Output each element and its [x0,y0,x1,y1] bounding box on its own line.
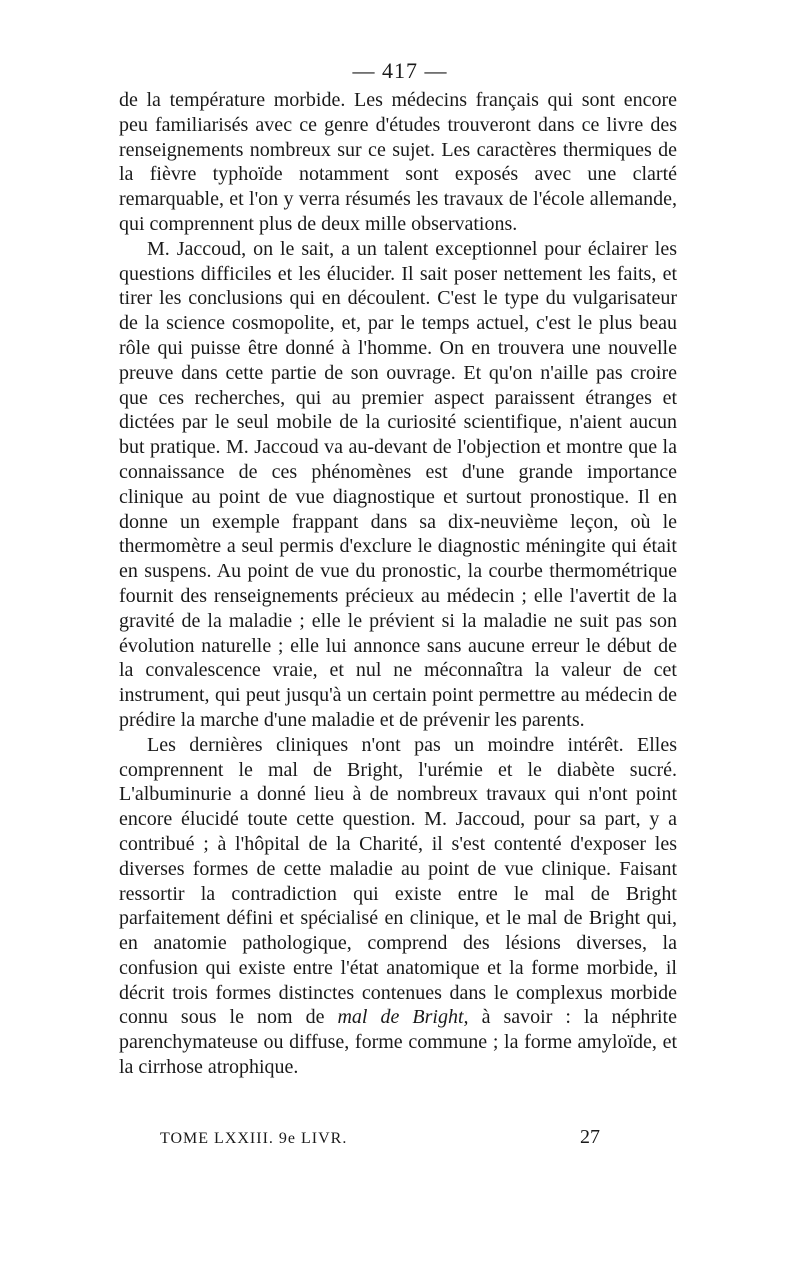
footer-signature: TOME LXXIII. 9e LIVR. [160,1130,348,1147]
paragraph-text-after: à savoir : la néphrite parenchymateuse ou diffuse, forme commune ; la forme amyloïde, et la cirrhose atrophique. [119,1006,677,1079]
italic-term: mal de Bright, [337,1006,469,1029]
footer-sheet-number: 27 [580,1126,600,1148]
paragraph-continuation: de la température morbide. Les médecins français qui sont encore peu familiarisés avec ce genre d'études trouveront dans ce livre des renseignements nombreux sur ce sujet. Les caractères thermiques de la fièvre typhoïde notamment sont exposés avec une clarté remarquable, et l'on y verra résumés les travaux de l'école allemande, qui comprennent plus de deux mille observations. [119,89,677,235]
page-number: — 417 — [352,58,448,83]
paragraph-text-before: Les dernières cliniques n'ont pas un moindre intérêt. Elles comprennent le mal de Bright, l'urémie et le diabète sucré. L'albuminurie a donné lieu à de nombreux travaux qui n'ont point encore élucidé toute cette question. M. Jaccoud, pour sa part, y a contribué ; à l'hôpital de la Charité, il s'est contenté d'exposer les diverses formes de cette maladie au point de vue clinique. Faisant ressortir la contradiction qui existe entre le mal de Bright parfaitement défini et spécialisé en clinique, et le mal de Bright qui, en anatomie pathologique, comprend des lésions diverses, la confusion qui existe entre l'état anatomique et la forme morbide, il décrit trois formes distinctes contenues dans le complexus morbide connu sous le nom de [119,733,677,1029]
paragraph-last-clinics [119,733,677,1080]
paragraph-jaccoud-talent: M. Jaccoud, on le sait, a un talent exceptionnel pour éclairer les questions difficiles et les élucider. Il sait poser nettement les faits, et tirer les conclusions qui en découlent. C'est le type du vulgarisateur de la science cosmopolite, et, par le temps actuel, c'est le plus beau rôle qui puisse être donné à l'homme. On en trouvera une nouvelle preuve dans cette partie de son ouvrage. Et qu'on n'aille pas croire que ces recherches, qui au premier aspect paraissent étranges et dictées par le seul mobile de la curiosité scientifique, n'aient aucun but pratique. M. Jaccoud va au-devant de l'objection et montre que la connaissance de ces phénomènes est d'une grande importance clinique au point de vue diagnostique et surtout pronostique. Il en donne un exemple frappant dans sa dix-neuvième leçon, où le thermomètre a seul permis d'exclure le diagnostic méningite qui était en suspens. Au point de vue du pronostic, la courbe thermométrique fournit des renseignements précieux au médecin ; elle l'avertit de la gravité de la maladie ; elle le prévient si la maladie ne suit pas son évolution naturelle ; elle lui annonce sans aucune erreur le début de la convalescence vraie, et nul ne méconnaîtra la valeur de cet instrument, qui peut jusqu'à un certain point permettre au médecin de prédire la marche d'une maladie et de prévenir les parents. [119,237,677,731]
body-text [119,88,677,1080]
